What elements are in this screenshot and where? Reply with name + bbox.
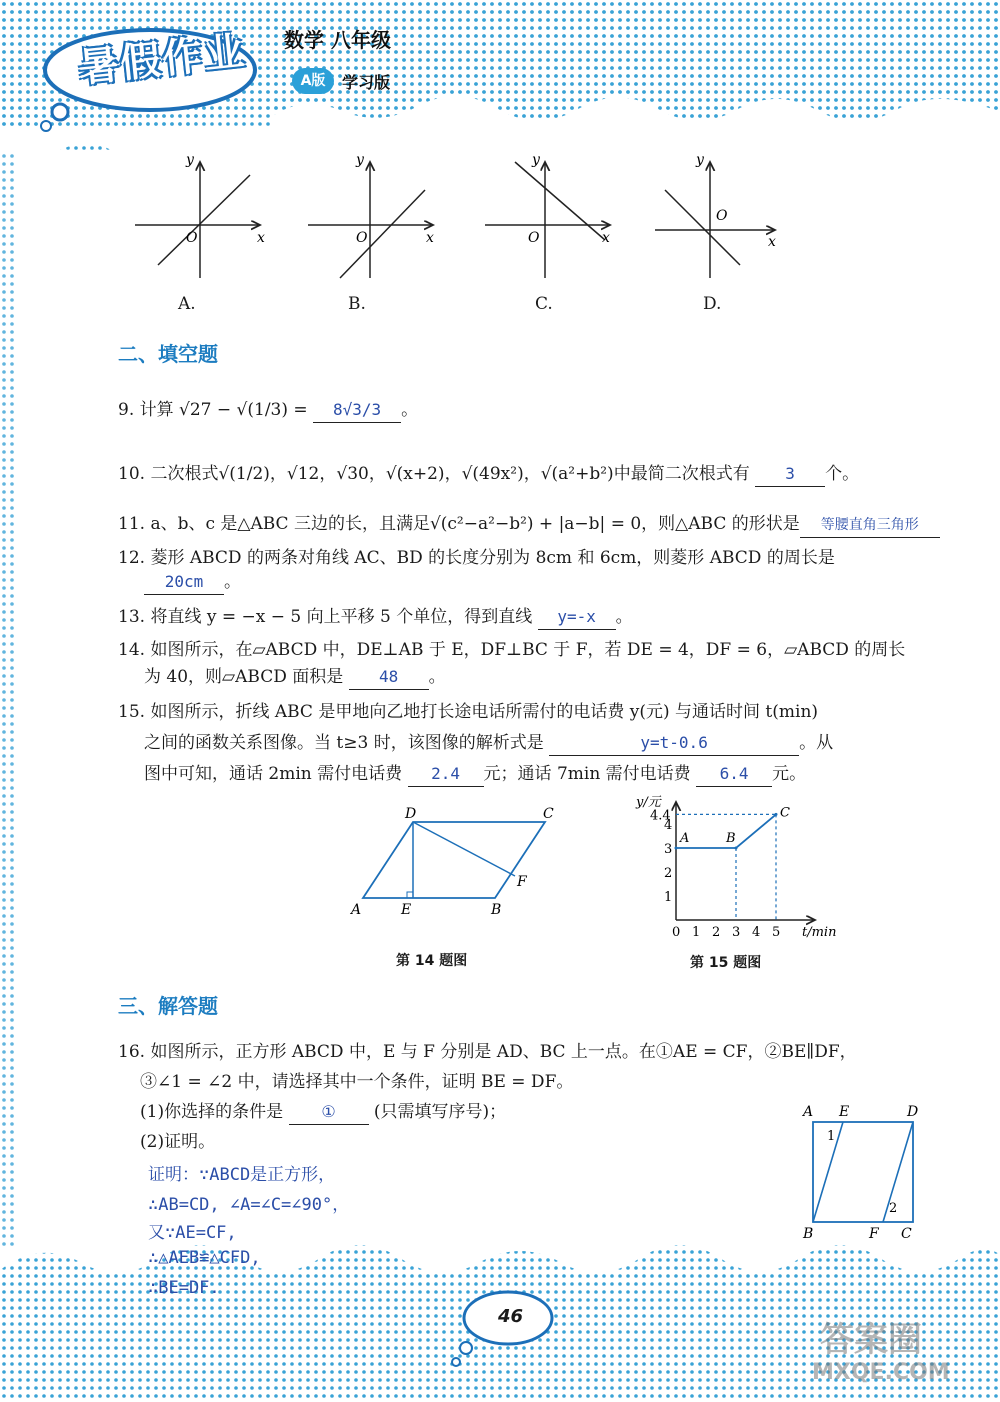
page-number: 46 — [498, 1306, 524, 1327]
chart-xlabel: t/min — [802, 925, 837, 940]
header-edition: 学习版 — [342, 73, 391, 92]
question-10: 10. 二次根式√(1/2)，√12，√30，√(x+2)，√(49x²)，√(a²+b²)中最简二次根式有 3 个。 — [118, 462, 859, 487]
q16-answer-condition: ① — [289, 1100, 369, 1125]
y-tick-label: 4.4 — [650, 808, 671, 824]
fig16-label-a: A — [803, 1104, 814, 1120]
graph-a-y: y — [186, 152, 194, 168]
proof-line-4: ∴△AEB≌△CFD, — [148, 1248, 261, 1268]
graph-b-y: y — [356, 152, 364, 168]
graph-options — [120, 150, 800, 320]
chart-ylabel: y/元 — [636, 795, 661, 810]
y-tick-label: 4 — [664, 818, 673, 833]
q15-answer-2min: 2.4 — [408, 762, 484, 787]
x-tick-label: 4 — [752, 925, 761, 940]
point-label-c: C — [780, 805, 790, 821]
q11-answer: 等腰直角三角形 — [800, 513, 940, 538]
graph-option-c — [485, 152, 610, 278]
question-16-line2: ③∠1 = ∠2 中，请选择其中一个条件，证明 BE = DF。 — [140, 1072, 574, 1092]
x-tick-label: 5 — [772, 925, 781, 940]
question-9: 9. 计算 √27 − √(1/3) = 8√3/3 。 — [118, 398, 418, 423]
graph-option-a — [135, 152, 265, 278]
figure-14-caption: 第 14 题图 — [396, 953, 468, 969]
fig16-label-b: B — [803, 1226, 814, 1242]
question-14-line2: 为 40，则▱ABCD 面积是 48 。 — [144, 665, 446, 690]
question-16-part1: (1)你选择的条件是 ① (只需填写序号)； — [140, 1100, 506, 1125]
graph-b-x: x — [426, 230, 434, 246]
figure-15-caption: 第 15 题图 — [690, 955, 762, 971]
q15-answer-formula: y=t-0.6 — [549, 731, 799, 756]
graph-c-origin: O — [528, 230, 540, 246]
section-solve-title: 三、解答题 — [118, 994, 218, 1018]
fig14-label-b: B — [491, 902, 502, 918]
graph-b-origin: O — [356, 230, 368, 246]
q12-answer: 20cm — [144, 570, 224, 595]
question-12: 12. 菱形 ABCD 的两条对角线 AC、BD 的长度分别为 8cm 和 6cm，则菱形 ABCD 的周长是 — [118, 548, 835, 568]
graph-d-y: y — [696, 152, 704, 168]
data-point — [675, 847, 678, 850]
graph-d-x: x — [768, 234, 776, 250]
question-15-line3: 图中可知，通话 2min 需付电话费 2.4 元；通话 7min 需付电话费 6.4 元。 — [144, 762, 806, 787]
y-tick-label: 2 — [664, 866, 673, 881]
section-fill-in-title: 二、填空题 — [118, 342, 218, 366]
x-tick-label: 1 — [692, 925, 701, 940]
option-d-label: D. — [703, 294, 722, 314]
proof-line-1: 证明：∵ABCD是正方形， — [148, 1165, 336, 1185]
q9-answer: 8√3/3 — [313, 398, 401, 423]
option-c-label: C. — [535, 294, 553, 314]
q10-answer: 3 — [755, 462, 825, 487]
header-subject: 数学 八年级 — [284, 28, 391, 52]
figure-16 — [795, 1100, 930, 1245]
graph-option-d — [655, 152, 776, 278]
fig16-angle-1: 1 — [827, 1129, 836, 1144]
q13-answer: y=-x — [538, 605, 616, 630]
question-15: 15. 如图所示，折线 ABC 是甲地向乙地打长途电话所需付的电话费 y(元) 与通话时间 t(min) — [118, 702, 819, 722]
graph-c-x: x — [602, 230, 610, 246]
fig16-label-d: D — [907, 1104, 919, 1120]
graph-c-y: y — [532, 152, 540, 168]
question-13: 13. 将直线 y = −x − 5 向上平移 5 个单位，得到直线 y=-x 。 — [118, 605, 633, 630]
proof-line-3: 又∵AE=CF, — [148, 1223, 237, 1243]
fig16-angle-2: 2 — [889, 1201, 898, 1216]
fig14-label-c: C — [543, 806, 554, 822]
x-tick-label: 2 — [712, 925, 721, 940]
watermark-logo: 答案圈 — [820, 1320, 922, 1360]
fig16-label-c: C — [901, 1226, 912, 1242]
graph-a-origin: O — [186, 230, 198, 246]
q14-answer: 48 — [349, 665, 429, 690]
watermark-url: MXQE.COM — [812, 1360, 950, 1385]
q15-answer-7min: 6.4 — [696, 762, 772, 787]
y-tick-label: 3 — [664, 842, 673, 857]
fig14-label-d: D — [405, 806, 417, 822]
question-12-answer-line: 20cm 。 — [144, 570, 241, 595]
point-label-b: B — [726, 831, 736, 846]
proof-line-2: ∴AB=CD, ∠A=∠C=∠90°， — [148, 1195, 350, 1215]
proof-line-5: ∴BE=DF. — [148, 1278, 220, 1298]
edition-badge: A版 — [292, 68, 334, 94]
graph-a-x: x — [257, 230, 265, 246]
figure-15-chart — [630, 790, 850, 950]
question-16: 16. 如图所示，正方形 ABCD 中，E 与 F 分别是 AD、BC 上一点。在①AE = CF，②BE∥DF， — [118, 1042, 857, 1062]
graph-d-origin: O — [716, 208, 728, 224]
fig14-label-e: E — [401, 902, 412, 918]
point-label-a: A — [680, 831, 690, 846]
fig14-label-f: F — [517, 874, 527, 890]
option-a-label: A. — [178, 294, 196, 314]
data-point — [775, 813, 778, 816]
question-16-part2: (2)证明。 — [140, 1132, 216, 1152]
header-title: 暑假作业 — [76, 28, 249, 92]
graph-option-b — [308, 152, 434, 278]
question-14: 14. 如图所示，在▱ABCD 中，DE⊥AB 于 E，DF⊥BC 于 F，若 DE = 4，DF = 6，▱ABCD 的周长 — [118, 640, 906, 660]
option-b-label: B. — [348, 294, 366, 314]
question-15-line2: 之间的函数关系图像。当 t≥3 时，该图像的解析式是 y=t-0.6 。从 — [144, 731, 833, 756]
fig16-label-f: F — [869, 1226, 879, 1242]
x-tick-label: 3 — [732, 925, 741, 940]
data-point — [735, 847, 738, 850]
fig16-label-e: E — [839, 1104, 850, 1120]
x-tick-label: 0 — [672, 925, 681, 940]
figure-14 — [345, 800, 565, 930]
y-tick-label: 1 — [664, 890, 673, 905]
question-11: 11. a、b、c 是△ABC 三边的长，且满足√(c²−a²−b²) + |a−b| = 0，则△ABC 的形状是 等腰直角三角形 — [118, 512, 940, 538]
fig14-label-a: A — [351, 902, 362, 918]
